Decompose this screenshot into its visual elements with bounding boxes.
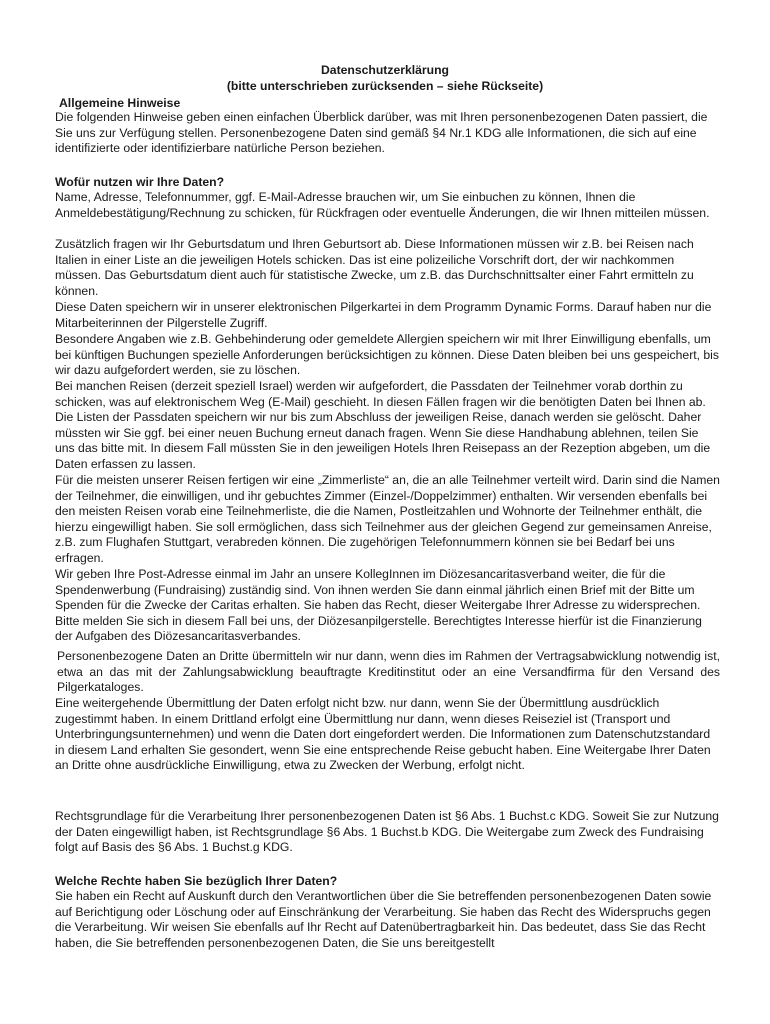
paragraph-general: Die folgenden Hinweise geben einen einfachen Überblick darüber, was mit Ihren personenbezogenen Daten passiert, die Sie uns zur Verfügung stellen. Personenbezogene Daten sind gemäß §4 Nr.1 KDG alle Informationen, die sich auf eine identifizierte oder identifizierbare natürliche Person beziehen. <box>55 110 708 156</box>
heading-general: Allgemeine Hinweise <box>59 96 181 110</box>
paragraph-transfer: Eine weitergehende Übermittlung der Daten erfolgt nicht bzw. nur dann, wenn Sie der Übermittlung ausdrücklich zugestimmt haben. In einem Drittland erfolgt eine Übermittlung nur dann, wenn dieses Reiseziel ist (Transport und Unterbringungsunternehmen) und wenn die Daten dort eingefordert werden. Die Informationen zum Datenschutzstandard in diesem Land erhalten Sie gesondert, wenn Sie eine entsprechende Reise gebucht haben. Eine Weitergabe Ihrer Daten an Dritte ohne ausdrückliche Einwilligung, etwa zu Zwecken der Werbung, erfolgt nicht. <box>55 696 711 773</box>
document-title: Datenschutzerklärung <box>321 63 449 77</box>
paragraph-storage: Diese Daten speichern wir in unserer elektronischen Pilgerkartei in dem Programm Dynamic Forms. Darauf haben nur die Mitarbeiterinnen der Pilgerstelle Zugriff. <box>55 300 712 330</box>
paragraph-legal-basis: Rechtsgrundlage für die Verarbeitung Ihrer personenbezogenen Daten ist §6 Abs. 1 Buchst.c KDG. Soweit Sie zur Nutzung der Daten eingewilligt haben, ist Rechtsgrundlage §6 Abs. 1 Buchst.b KDG. Die Weitergabe zum Zweck des Fundraising folgt auf Basis des §6 Abs. 1 Buchst.g KDG. <box>55 809 719 855</box>
paragraph-third-party: Personenbezogene Daten an Dritte übermitteln wir nur dann, wenn dies im Rahmen der Vertragsabwicklung notwendig ist, etwa an das mit der Zahlungsabwicklung beauftragte Kreditinstitut oder an eine Versandfirma für den Versand des Pilgerkataloges. <box>57 649 720 695</box>
paragraph-passport-data: Bei manchen Reisen (derzeit speziell Israel) werden wir aufgefordert, die Passdaten der Teilnehmer vorab dorthin zu schicken, was auf elektronischem Weg (E-Mail) geschieht. In diesen Fällen fragen wir die benötigten Daten bei Ihnen ab. Die Listen der Passdaten speichern wir nur bis zum Abschluss der jeweiligen Reise, danach werden sie gelöscht. Daher müssten wir Sie ggf. bei einer neuen Buchung erneut danach fragen. Wenn Sie diese Handhabung ablehnen, teilen Sie uns das bitte mit. In diesem Fall müssten Sie in den jeweiligen Hotels Ihren Reisepass an der Rezeption abgeben, um die Daten erfassen zu lassen. <box>55 379 711 471</box>
paragraph-special-data: Besondere Angaben wie z.B. Gehbehinderung oder gemeldete Allergien speichern wir mit Ihrer Einwilligung ebenfalls, um bei künftigen Buchungen spezielle Anforderungen berücksichtigen zu können. Diese Daten bleiben bei uns gespeichert, bis wir dazu aufgefordert werden, sie zu löschen. <box>55 332 719 378</box>
paragraph-fundraising: Wir geben Ihre Post-Adresse einmal im Jahr an unsere KollegInnen im Diözesancaritasverband weiter, die für die Spendenwerbung (Fundraising) zuständig sind. Von ihnen werden Sie dann einmal jährlich einen Brief mit der Bitte um Spenden für die Zwecke der Caritas erhalten. Sie haben das Recht, dieser Weitergabe Ihrer Adresse zu widersprechen. Bitte melden Sie sich in diesem Fall bei uns, der Diözesanpilgerstelle. Berechtigtes Interesse hierfür ist die Finanzierung der Aufgaben des Diözesancaritasverbandes. <box>55 567 702 644</box>
document-subtitle: (bitte unterschrieben zurücksenden – siehe Rückseite) <box>226 79 544 93</box>
paragraph-birth-data: Zusätzlich fragen wir Ihr Geburtsdatum und Ihren Geburtsort ab. Diese Informationen müssen wir z.B. bei Reisen nach Italien in einer Liste an die jeweiligen Hotels schicken. Das ist eine polizeiliche Vorschrift dort, der wir nachkommen müssen. Das Geburtsdatum dient auch für statistische Zwecke, um z.B. das Durchschnittsalter einer Fahrt ermitteln zu können. <box>55 237 694 298</box>
heading-rights: Welche Rechte haben Sie bezüglich Ihrer Daten? <box>55 874 338 888</box>
paragraph-room-list: Für die meisten unserer Reisen fertigen wir eine „Zimmerliste“ an, die an alle Teilnehmer verteilt wird. Darin sind die Namen der Teilnehmer, die einwilligen, und ihr gebuchtes Zimmer (Einzel-/Doppelzimmer) enthalten. Wir versenden ebenfalls bei den meisten Reisen vorab eine Teilnehmerliste, die die Namen, Postleitzahlen und Wohnorte der Teilnehmer enthält, die hierzu eingewilligt haben. Sie soll ermöglichen, dass sich Teilnehmer aus der gleichen Gegend zur gemeinsamen Anreise, z.B. zum Flughafen Stuttgart, verabreden können. Die zugehörigen Telefonnummern können sie bei Bedarf bei uns erfragen. <box>55 473 720 565</box>
heading-usage: Wofür nutzen wir Ihre Daten? <box>55 175 225 189</box>
paragraph-rights: Sie haben ein Recht auf Auskunft durch den Verantwortlichen über die Sie betreffenden personenbezogenen Daten sowie auf Berichtigung oder Löschung oder auf Einschränkung der Verarbeitung. Sie haben das Recht des Widerspruchs gegen die Verarbeitung. Wir weisen Sie ebenfalls auf Ihr Recht auf Datenübertragbarkeit hin. Das bedeutet, dass Sie das Recht haben, die Sie betreffenden personenbezogenen Daten, die Sie uns bereitgestellt <box>55 889 712 950</box>
paragraph-contact-data: Name, Adresse, Telefonnummer, ggf. E-Mail-Adresse brauchen wir, um Sie einbuchen zu können, Ihnen die Anmeldebestätigung/Rechnung zu schicken, für Rückfragen oder eventuelle Änderungen, die wir Ihnen mitteilen müssen. <box>55 190 710 220</box>
